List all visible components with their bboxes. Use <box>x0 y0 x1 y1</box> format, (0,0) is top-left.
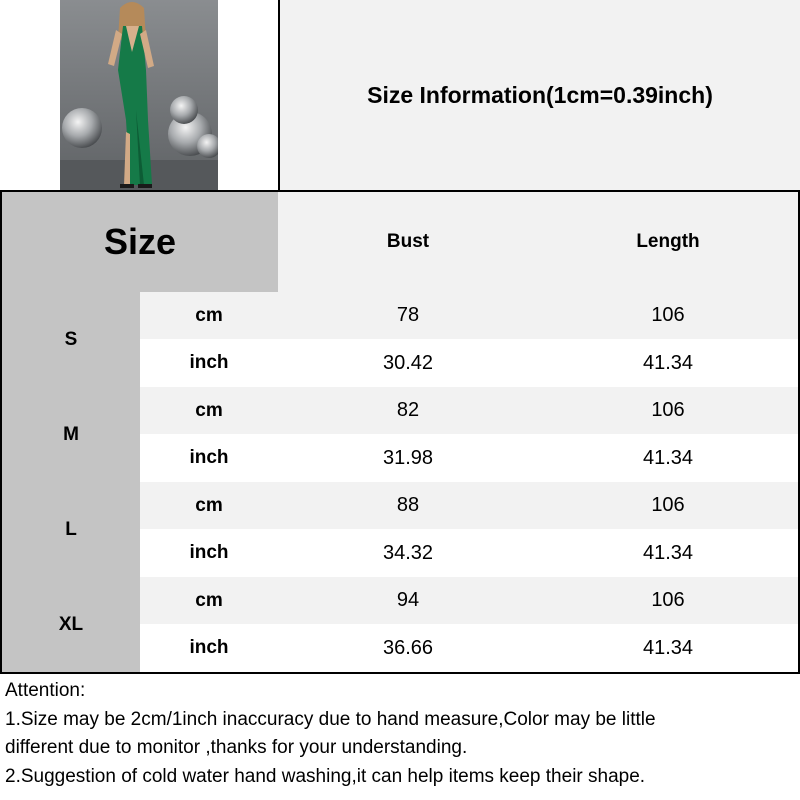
bust-value: 36.66 <box>382 636 434 659</box>
unit-cell-inch <box>140 529 280 579</box>
bust-value: 30.42 <box>382 351 434 374</box>
size-column-header <box>0 190 280 294</box>
unit-cell-cm <box>140 387 280 436</box>
bust-value-cell <box>278 577 540 626</box>
length-value: 106 <box>651 494 685 516</box>
size-info-title-text: Size Information(1cm=0.39inch) <box>367 81 713 108</box>
attention-line-2: different due to monitor ,thanks for your understanding. <box>5 737 468 758</box>
unit-cell-inch <box>140 434 280 484</box>
unit-text: cm <box>195 399 223 421</box>
bust-column-header-text: Bust <box>386 231 430 252</box>
length-value-cell <box>538 387 800 436</box>
size-label-m <box>0 387 142 484</box>
length-value-cell <box>538 529 800 579</box>
bust-value-cell <box>278 387 540 436</box>
length-column-header <box>538 190 800 294</box>
bust-value-cell <box>278 482 540 531</box>
length-value: 106 <box>651 399 685 421</box>
bust-value: 34.32 <box>382 541 434 564</box>
size-label-l <box>0 482 142 579</box>
unit-text: inch <box>189 637 229 658</box>
size-label-s <box>0 292 142 389</box>
bust-value-cell <box>278 339 540 389</box>
length-value: 41.34 <box>642 636 694 659</box>
length-value: 106 <box>651 304 685 326</box>
bust-column-header <box>278 190 540 294</box>
bust-value-cell <box>278 529 540 579</box>
bust-value-cell <box>278 434 540 484</box>
unit-text: cm <box>195 304 223 326</box>
attention-heading: Attention: <box>5 680 86 701</box>
length-column-header-text: Length <box>636 231 700 252</box>
length-value-cell <box>538 292 800 341</box>
size-label-xl <box>0 577 142 674</box>
attention-line-1: 1.Size may be 2cm/1inch inaccuracy due to hand measure,Color may be little <box>5 708 656 730</box>
unit-cell-inch <box>140 339 280 389</box>
unit-text: inch <box>189 352 229 373</box>
length-value: 41.34 <box>642 541 694 564</box>
length-value: 106 <box>651 589 685 611</box>
bust-value-cell <box>278 624 540 674</box>
unit-text: cm <box>195 589 223 611</box>
size-label-text: XL <box>58 613 84 635</box>
bust-value: 78 <box>396 304 420 326</box>
size-info-title <box>278 0 800 190</box>
unit-text: cm <box>195 494 223 516</box>
bust-value-cell <box>278 292 540 341</box>
unit-cell-inch <box>140 624 280 674</box>
size-label-text: M <box>63 423 79 445</box>
unit-text: inch <box>189 447 229 468</box>
size-label-text: S <box>64 328 78 350</box>
bust-value: 31.98 <box>382 446 434 469</box>
bust-value: 82 <box>396 399 420 421</box>
unit-cell-cm <box>140 577 280 626</box>
bust-value: 88 <box>396 494 420 516</box>
product-photo <box>60 0 218 190</box>
attention-notes <box>0 674 800 800</box>
length-value-cell <box>538 339 800 389</box>
length-value-cell <box>538 434 800 484</box>
size-column-header-text: Size <box>103 221 177 262</box>
unit-text: inch <box>189 542 229 563</box>
length-value-cell <box>538 482 800 531</box>
length-value-cell <box>538 624 800 674</box>
size-label-text: L <box>65 518 77 540</box>
length-value: 41.34 <box>642 446 694 469</box>
unit-cell-cm <box>140 482 280 531</box>
bust-value: 94 <box>396 589 420 611</box>
length-value: 41.34 <box>642 351 694 374</box>
attention-line-3: 2.Suggestion of cold water hand washing,it can help items keep their shape. <box>5 765 646 787</box>
length-value-cell <box>538 577 800 626</box>
unit-cell-cm <box>140 292 280 341</box>
product-photo-image <box>60 0 218 190</box>
